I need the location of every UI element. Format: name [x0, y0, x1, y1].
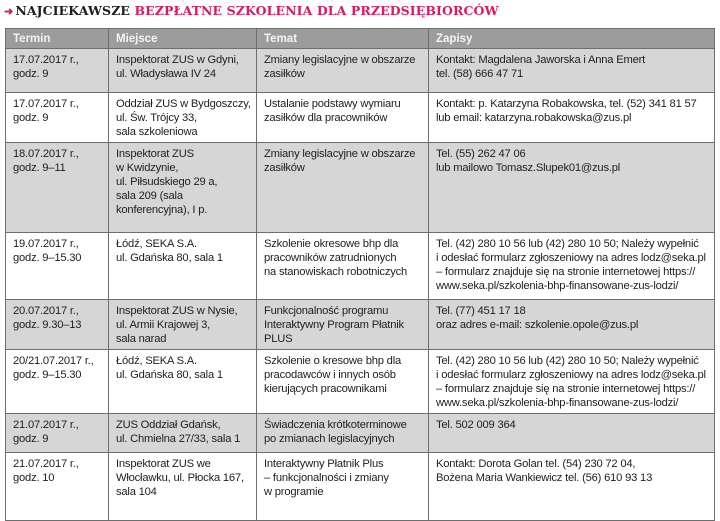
cell-termin: 21.07.2017 r., godz. 9 — [6, 414, 109, 453]
cell-temat: Świadczenia krótkoterminowe po zmianach legislacyjnych — [257, 414, 429, 453]
cell-termin: 18.07.2017 r., godz. 9–11 — [6, 143, 109, 233]
cell-temat: Interaktywny Płatnik Plus – funkcjonalności i zmiany w programie — [257, 453, 429, 521]
cell-miejsce: Łódź, SEKA S.A. ul. Gdańska 80, sala 1 — [109, 350, 257, 414]
cell-zapisy: Kontakt: p. Katarzyna Robakowska, tel. (52) 341 81 57 lub email: katarzyna.robakowska@zus.pl — [429, 93, 715, 143]
cell-miejsce: Inspektorat ZUS w Nysie, ul. Armii Krajowej 3, sala narad — [109, 300, 257, 350]
cell-termin: 17.07.2017 r., godz. 9 — [6, 49, 109, 93]
header-zapisy: Zapisy — [429, 29, 715, 49]
arrow-right-icon: ➜ — [4, 5, 14, 18]
cell-zapisy: Tel. (42) 280 10 56 lub (42) 280 10 50; Należy wypełnić i odesłać formularz zgłoszeniowy na adres lodz@seka.pl – formularz znajduje się na stronie internetowej https:// www.seka.pl/szkolenia-bhp-finansowane-zus-lodzi/ — [429, 233, 715, 300]
table-row — [6, 414, 715, 453]
table-row — [6, 453, 715, 521]
table-row — [6, 143, 715, 233]
cell-miejsce: Inspektorat ZUS w Gdyni, ul. Władysława IV 24 — [109, 49, 257, 93]
title-part-1: NAJCIEKAWSZE — [15, 3, 135, 18]
table-row — [6, 93, 715, 143]
cell-temat: Zmiany legislacyjne w obszarze zasiłków — [257, 143, 429, 233]
cell-temat: Szkolenie o kresowe bhp dla pracodawców i innych osób kierujących pracownikami — [257, 350, 429, 414]
cell-miejsce: Inspektorat ZUS we Włocławku, ul. Płocka 167, sala 104 — [109, 453, 257, 521]
table-header-row — [6, 29, 715, 49]
cell-miejsce: Oddział ZUS w Bydgoszczy, ul. Św. Trójcy 33, sala szkoleniowa — [109, 93, 257, 143]
header-termin: Termin — [6, 29, 109, 49]
table-row — [6, 233, 715, 300]
cell-zapisy: Kontakt: Magdalena Jaworska i Anna Emert tel. (58) 666 47 71 — [429, 49, 715, 93]
cell-termin: 19.07.2017 r., godz. 9–15.30 — [6, 233, 109, 300]
cell-zapisy: Tel. (55) 262 47 06 lub mailowo Tomasz.Slupek01@zus.pl — [429, 143, 715, 233]
cell-temat: Ustalanie podstawy wymiaru zasiłków dla pracowników — [257, 93, 429, 143]
cell-miejsce: Łódź, SEKA S.A. ul. Gdańska 80, sala 1 — [109, 233, 257, 300]
cell-zapisy: Tel. (77) 451 17 18 oraz adres e-mail: szkolenie.opole@zus.pl — [429, 300, 715, 350]
table-row — [6, 300, 715, 350]
cell-miejsce: ZUS Oddział Gdańsk, ul. Chmielna 27/33, sala 1 — [109, 414, 257, 453]
cell-termin: 17.07.2017 r., godz. 9 — [6, 93, 109, 143]
cell-zapisy: Tel. 502 009 364 — [429, 414, 715, 453]
table-row — [6, 49, 715, 93]
cell-temat: Zmiany legislacyjne w obszarze zasiłków — [257, 49, 429, 93]
title-part-2: BEZPŁATNE SZKOLENIA DLA PRZEDSIĘBIORCÓW — [134, 3, 499, 18]
cell-temat: Funkcjonalność programu Interaktywny Program Płatnik PLUS — [257, 300, 429, 350]
cell-termin: 20.07.2017 r., godz. 9.30–13 — [6, 300, 109, 350]
header-temat: Temat — [257, 29, 429, 49]
header-miejsce: Miejsce — [109, 29, 257, 49]
cell-termin: 21.07.2017 r., godz. 10 — [6, 453, 109, 521]
cell-zapisy: Kontakt: Dorota Golan tel. (54) 230 72 04, Bożena Maria Wankiewicz tel. (56) 610 93 13 — [429, 453, 715, 521]
cell-zapisy: Tel. (42) 280 10 56 lub (42) 280 10 50; Należy wypełnić i odesłać formularz zgłoszeniowy na adres lodz@seka.pl – formularz znajduje się na stronie internetowej https:// www.seka.pl/szkolenia-bhp-finansowane-zus-lodzi/ — [429, 350, 715, 414]
section-title — [4, 2, 499, 20]
table-row — [6, 350, 715, 414]
cell-termin: 20/21.07.2017 r., godz. 9–15.30 — [6, 350, 109, 414]
trainings-table — [5, 28, 715, 521]
cell-miejsce: Inspektorat ZUS w Kwidzynie, ul. Piłsudskiego 29 a, sala 209 (sala konferencyjna), I p. — [109, 143, 257, 233]
cell-temat: Szkolenie okresowe bhp dla pracowników zatrudnionych na stanowiskach robotniczych — [257, 233, 429, 300]
